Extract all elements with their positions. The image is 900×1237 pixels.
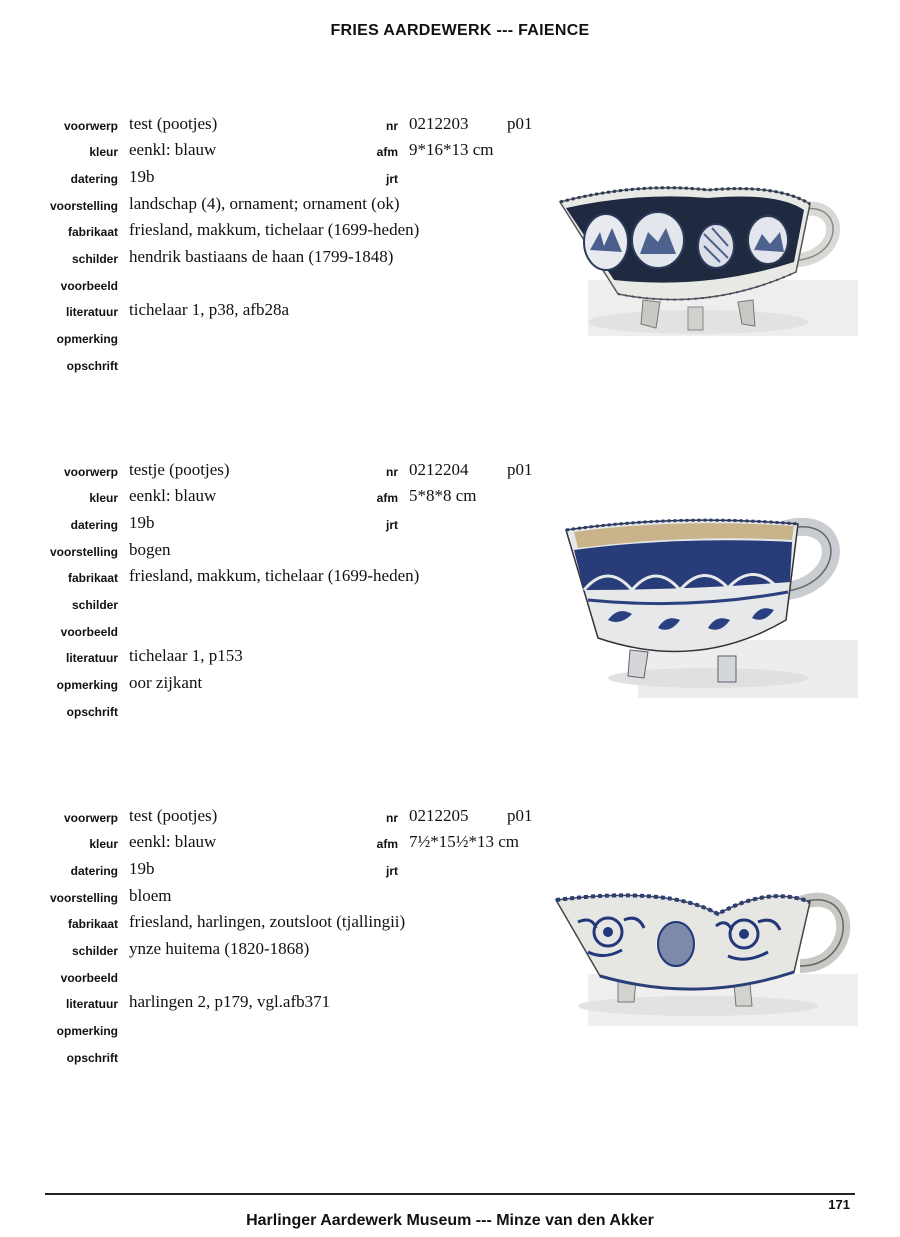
object-photo	[548, 856, 858, 1046]
label-fabrikaat: fabrikaat	[67, 225, 118, 239]
label-fabrikaat: fabrikaat	[67, 571, 118, 585]
row-voorwerp	[0, 804, 900, 830]
value-voorwerp: testje (pootjes)	[129, 460, 230, 479]
object-photo	[548, 162, 858, 352]
row-opschrift	[0, 1044, 900, 1070]
label-datering: datering	[70, 864, 118, 878]
label-voorstelling: voorstelling	[49, 891, 118, 905]
label-opschrift: opschrift	[66, 705, 118, 719]
value-voorstelling: landschap (4), ornament; ornament (ok)	[129, 194, 400, 213]
footer-divider	[45, 1193, 855, 1195]
row-opschrift	[0, 698, 900, 724]
value-voorstelling: bloem	[129, 886, 172, 905]
label-opmerking: opmerking	[56, 1024, 118, 1038]
value-kleur: eenkl: blauw	[129, 486, 217, 505]
label-nr: nr	[386, 811, 398, 825]
label-kleur: kleur	[89, 491, 118, 505]
value-literatuur: harlingen 2, p179, vgl.afb371	[129, 992, 331, 1011]
value-literatuur: tichelaar 1, p38, afb28a	[129, 300, 290, 319]
label-nr: nr	[386, 119, 398, 133]
value-nr: 0212205	[409, 806, 469, 825]
value-opmerking: oor zijkant	[129, 673, 203, 692]
value-page: p01	[507, 114, 533, 133]
label-literatuur: literatuur	[65, 305, 118, 319]
label-opschrift: opschrift	[66, 1051, 118, 1065]
label-kleur: kleur	[89, 837, 118, 851]
label-afm: afm	[376, 837, 398, 851]
label-afm: afm	[376, 145, 398, 159]
value-fabrikaat: friesland, makkum, tichelaar (1699-heden)	[129, 566, 420, 585]
label-jrt: jrt	[386, 864, 398, 878]
label-literatuur: literatuur	[65, 651, 118, 665]
label-schilder: schilder	[71, 944, 118, 958]
value-schilder: hendrik bastiaans de haan (1799-1848)	[129, 247, 394, 266]
page-title: FRIES AARDEWERK --- FAIENCE	[330, 22, 590, 39]
value-fabrikaat: friesland, harlingen, zoutsloot (tjallingii)	[129, 912, 406, 931]
label-kleur: kleur	[89, 145, 118, 159]
value-nr: 0212203	[409, 114, 469, 133]
label-voorstelling: voorstelling	[49, 199, 118, 213]
label-opschrift: opschrift	[66, 359, 118, 373]
label-opmerking: opmerking	[56, 332, 118, 346]
value-page: p01	[507, 460, 533, 479]
value-afm: 7½*15½*13 cm	[409, 832, 520, 851]
label-voorwerp: voorwerp	[63, 465, 118, 479]
row-opschrift	[0, 352, 900, 378]
value-voorwerp: test (pootjes)	[129, 114, 218, 133]
label-voorwerp: voorwerp	[63, 119, 118, 133]
value-afm: 9*16*13 cm	[409, 140, 494, 159]
label-voorbeeld: voorbeeld	[60, 625, 118, 639]
value-kleur: eenkl: blauw	[129, 832, 217, 851]
object-photo	[548, 510, 858, 700]
value-datering: 19b	[129, 167, 155, 186]
row-kleur	[0, 484, 900, 510]
label-voorbeeld: voorbeeld	[60, 971, 118, 985]
row-kleur	[0, 138, 900, 164]
value-datering: 19b	[129, 859, 155, 878]
row-voorwerp	[0, 112, 900, 138]
label-voorstelling: voorstelling	[49, 545, 118, 559]
label-literatuur: literatuur	[65, 997, 118, 1011]
label-jrt: jrt	[386, 172, 398, 186]
value-voorwerp: test (pootjes)	[129, 806, 218, 825]
row-voorwerp	[0, 458, 900, 484]
label-voorbeeld: voorbeeld	[60, 279, 118, 293]
label-voorwerp: voorwerp	[63, 811, 118, 825]
value-voorstelling: bogen	[129, 540, 171, 559]
value-afm: 5*8*8 cm	[409, 486, 477, 505]
value-literatuur: tichelaar 1, p153	[129, 646, 243, 665]
label-fabrikaat: fabrikaat	[67, 917, 118, 931]
value-kleur: eenkl: blauw	[129, 140, 217, 159]
label-afm: afm	[376, 491, 398, 505]
catalog-record	[0, 458, 900, 748]
label-schilder: schilder	[71, 252, 118, 266]
label-opmerking: opmerking	[56, 678, 118, 692]
catalog-record	[0, 804, 900, 1094]
value-nr: 0212204	[409, 460, 469, 479]
footer-text: Harlinger Aardewerk Museum --- Minze van den Akker	[246, 1212, 654, 1229]
label-datering: datering	[70, 172, 118, 186]
value-schilder: ynze huitema (1820-1868)	[129, 939, 310, 958]
label-schilder: schilder	[71, 598, 118, 612]
row-kleur	[0, 830, 900, 856]
page-number: 171	[828, 1197, 850, 1212]
label-datering: datering	[70, 518, 118, 532]
catalog-record	[0, 112, 900, 402]
value-fabrikaat: friesland, makkum, tichelaar (1699-heden)	[129, 220, 420, 239]
value-page: p01	[507, 806, 533, 825]
value-datering: 19b	[129, 513, 155, 532]
label-jrt: jrt	[386, 518, 398, 532]
label-nr: nr	[386, 465, 398, 479]
